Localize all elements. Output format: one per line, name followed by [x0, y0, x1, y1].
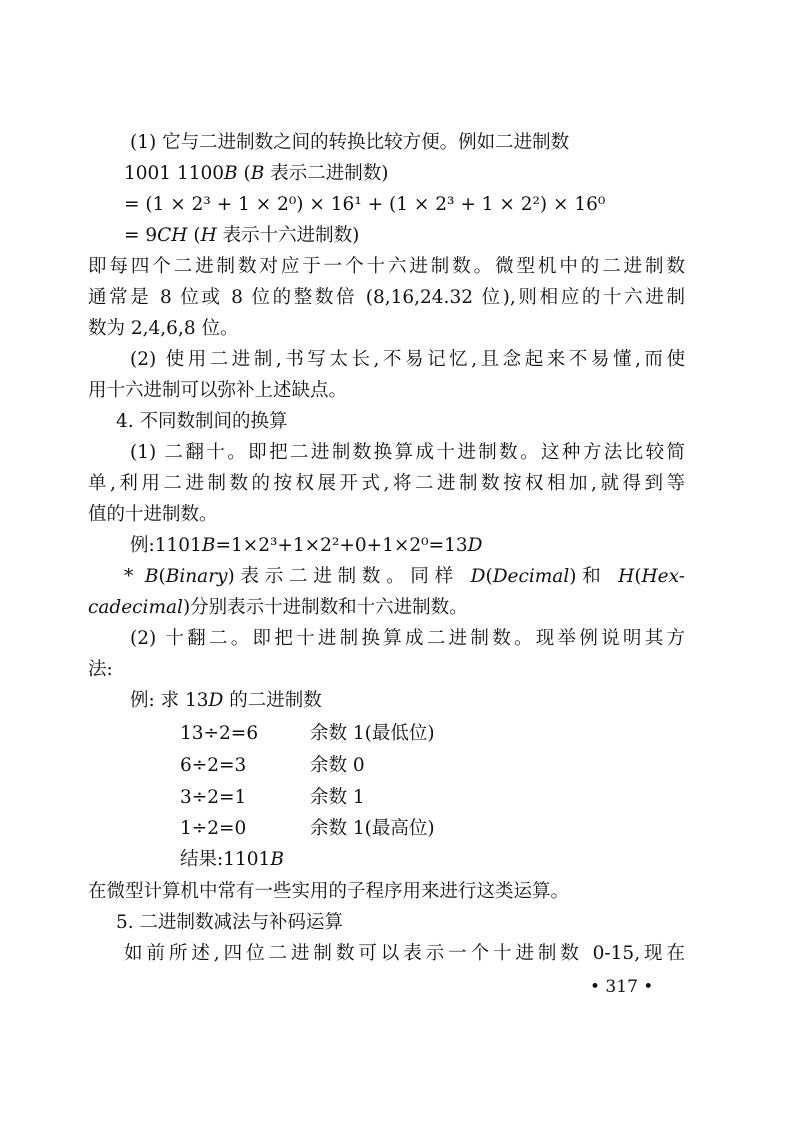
paragraph-line: 通常是 8 位或 8 位的整数倍 (8,16,24.32 位),则相应的十六进制 — [88, 287, 685, 308]
division-remainder: 余数 1(最低位) — [310, 723, 435, 744]
footnote-text: * — [124, 566, 145, 587]
paragraph-line: 即每四个二进制数对应于一个十六进制数。微型机中的二进制数 — [88, 256, 685, 277]
formula-line — [124, 224, 359, 248]
division-step: 3÷2=1 — [180, 787, 247, 808]
footnote-text: B — [144, 566, 159, 587]
formula-text: B — [201, 535, 216, 556]
result-text: B — [270, 849, 284, 870]
formula-text: B — [224, 163, 238, 184]
division-remainder: 余数 1 — [310, 787, 365, 808]
division-step: 13÷2=6 — [180, 723, 259, 744]
footnote-text: D — [470, 566, 486, 587]
footnote-text: )和 — [569, 566, 619, 587]
formula-line: = (1 × 2³ + 1 × 2⁰) × 16¹ + (1 × 2³ + 1 × 2²) × 16⁰ — [124, 194, 606, 215]
paragraph-line: (1) 它与二进制数之间的转换比较方便。例如二进制数 — [130, 132, 570, 153]
formula-text: 表示二进制数) — [264, 163, 389, 184]
formula-line — [124, 162, 388, 186]
footnote-text: ( — [634, 566, 642, 587]
paragraph-line: 如前所述,四位二进制数可以表示一个十进制数 0-15,现在 — [124, 943, 685, 964]
footnote-text: cadecimal — [88, 597, 183, 618]
section-heading: 5. 二进制数减法与补码运算 — [116, 912, 344, 933]
section-heading: 4. 不同数制间的换算 — [116, 411, 288, 432]
formula-text: = 9 — [124, 225, 158, 246]
footnote-text: Decimal — [492, 566, 570, 587]
paragraph-line: 数为 2,4,6,8 位。 — [88, 318, 239, 339]
paragraph-line: 法: — [88, 659, 113, 680]
paragraph-line: (2) 十翻二。即把十进制换算成二进制数。现举例说明其方 — [130, 628, 685, 649]
formula-line — [130, 534, 482, 558]
formula-text: 1001 1100 — [124, 163, 225, 184]
division-remainder: 余数 0 — [310, 755, 365, 776]
division-step: 6÷2=3 — [180, 755, 247, 776]
paragraph-line: (2) 使用二进制,书写太长,不易记忆,且念起来不易懂,而使 — [130, 349, 685, 370]
division-result — [180, 848, 284, 872]
example-text: D — [208, 690, 224, 711]
result-text: 结果:1101 — [180, 849, 271, 870]
footnote-text: H — [618, 566, 635, 587]
division-remainder: 余数 1(最高位) — [310, 818, 435, 839]
formula-text: D — [467, 535, 483, 556]
example-heading — [130, 689, 322, 713]
formula-text: CH — [157, 225, 188, 246]
example-text: 的二进制数 — [223, 690, 322, 711]
footnote-text: ( — [158, 566, 166, 587]
footnote-text: )分别表示十进制数和十六进制数。 — [182, 597, 468, 618]
formula-text: 例:1101 — [130, 535, 202, 556]
formula-text: B — [250, 163, 265, 184]
example-text: 例: 求 13 — [130, 690, 209, 711]
formula-text: =1×2³+1×2²+0+1×2⁰=13 — [215, 535, 468, 556]
footnote-text: Binary — [165, 566, 228, 587]
paragraph-line: 在微型计算机中常有一些实用的子程序用来进行这类运算。 — [88, 881, 570, 902]
formula-text: H — [200, 225, 217, 246]
footnote-text: ( — [485, 566, 493, 587]
paragraph-line: 值的十进制数。 — [88, 504, 218, 525]
formula-text: ( — [237, 163, 251, 184]
footnote-text: )表示二进制数。同样 — [227, 566, 471, 587]
formula-text: 表示十六进制数) — [216, 225, 360, 246]
paragraph-line: 用十六进制可以弥补上述缺点。 — [88, 380, 348, 401]
footnote-line — [124, 565, 685, 589]
division-step: 1÷2=0 — [180, 818, 247, 839]
paragraph-line: (1) 二翻十。即把二进制数换算成十进制数。这种方法比较简 — [130, 442, 685, 463]
paragraph-line: 单,利用二进制数的按权展开式,将二进制数按权相加,就得到等 — [88, 473, 685, 494]
page-number: • 317 • — [590, 977, 654, 997]
footnote-text: Hex- — [641, 566, 685, 587]
formula-text: ( — [187, 225, 201, 246]
footnote-line — [88, 596, 468, 620]
